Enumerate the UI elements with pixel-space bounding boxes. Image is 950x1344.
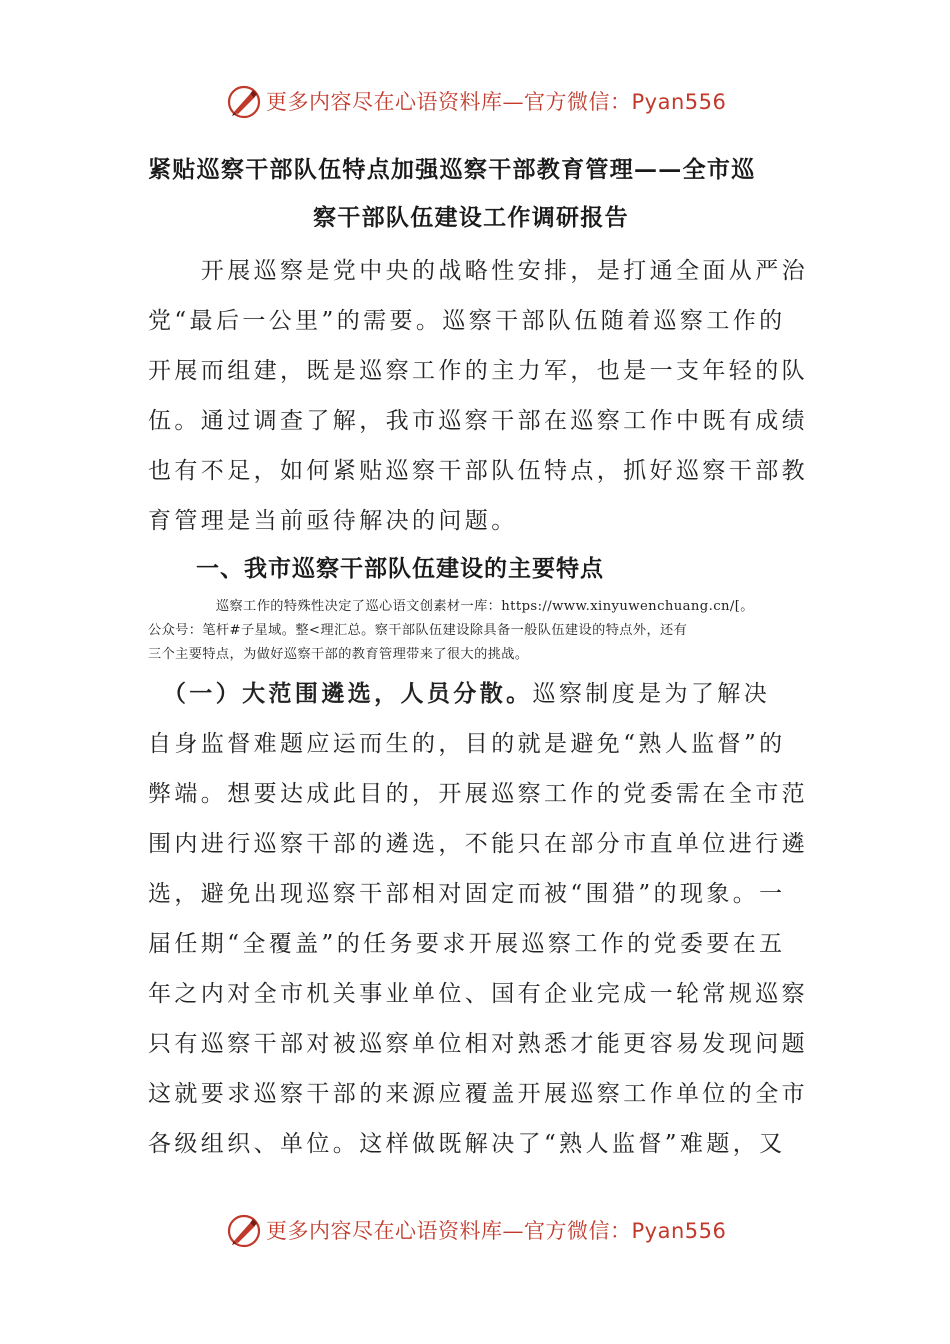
small-print-line: 巡察工作的特殊性决定了巡心语文创素材一库：https://www.xinyuwenchuang.cn/[。 bbox=[148, 599, 754, 614]
document-title-line-2: 察干部队伍建设工作调研报告 bbox=[313, 204, 629, 231]
small-print-line: 公众号：笔杆#子星域。整<理汇总。察干部队伍建设除具备一般队伍建设的特点外，还有 bbox=[148, 623, 688, 638]
body-line: 各级组织、单位。这样做既解决了“熟人监督”难题，又 bbox=[148, 1131, 786, 1157]
document-title-line-1: 紧贴巡察干部队伍特点加强巡察干部教育管理——全市巡 bbox=[148, 156, 756, 183]
body-line: 弊端。想要达成此目的，开展巡察工作的党委需在全市范 bbox=[148, 781, 808, 807]
watermark-text: 更多内容尽在心语资料库—官方微信：Pyan556 bbox=[266, 90, 727, 114]
subsection-lead-line bbox=[148, 679, 808, 709]
watermark-text: 更多内容尽在心语资料库—官方微信：Pyan556 bbox=[266, 1219, 727, 1243]
intro-line: 党“最后一公里”的需要。巡察干部队伍随着巡察工作的 bbox=[148, 308, 786, 334]
intro-line: 育管理是当前亟待解决的问题。 bbox=[148, 508, 518, 534]
subsection-heading: （一）大范围遴选，人员分散。 bbox=[148, 680, 533, 707]
small-print-line: 三个主要特点，为做好巡察干部的教育管理带来了很大的挑战。 bbox=[148, 647, 529, 662]
pen-logo-icon bbox=[226, 84, 262, 120]
body-line: 这就要求巡察干部的来源应覆盖开展巡察工作单位的全市 bbox=[148, 1081, 808, 1107]
section-heading: 一、我市巡察干部队伍建设的主要特点 bbox=[196, 555, 604, 582]
watermark-header bbox=[0, 80, 950, 124]
watermark-id: Pyan556 bbox=[631, 1219, 727, 1243]
body-line: 年之内对全市机关事业单位、国有企业完成一轮常规巡察 bbox=[148, 981, 808, 1007]
body-line: 只有巡察干部对被巡察单位相对熟悉才能更容易发现问题 bbox=[148, 1031, 808, 1057]
intro-line: 伍。通过调查了解，我市巡察干部在巡察工作中既有成绩 bbox=[148, 408, 808, 434]
intro-line: 开展巡察是党中央的战略性安排，是打通全面从严治 bbox=[148, 258, 808, 284]
body-line: 自身监督难题应运而生的，目的就是避免“熟人监督”的 bbox=[148, 731, 786, 757]
watermark-footer bbox=[0, 1209, 950, 1253]
body-line: 围内进行巡察干部的遴选，不能只在部分市直单位进行遴 bbox=[148, 831, 808, 857]
intro-line: 开展而组建，既是巡察工作的主力军，也是一支年轻的队 bbox=[148, 358, 808, 384]
body-line: 选，避免出现巡察干部相对固定而被“围猎”的现象。一 bbox=[148, 881, 786, 907]
pen-logo-icon bbox=[226, 1213, 262, 1249]
subsection-lead-text: 巡察制度是为了解决 bbox=[532, 681, 771, 707]
intro-line: 也有不足，如何紧贴巡察干部队伍特点，抓好巡察干部教 bbox=[148, 458, 808, 484]
body-line: 届任期“全覆盖”的任务要求开展巡察工作的党委要在五 bbox=[148, 931, 786, 957]
watermark-id: Pyan556 bbox=[631, 90, 727, 114]
